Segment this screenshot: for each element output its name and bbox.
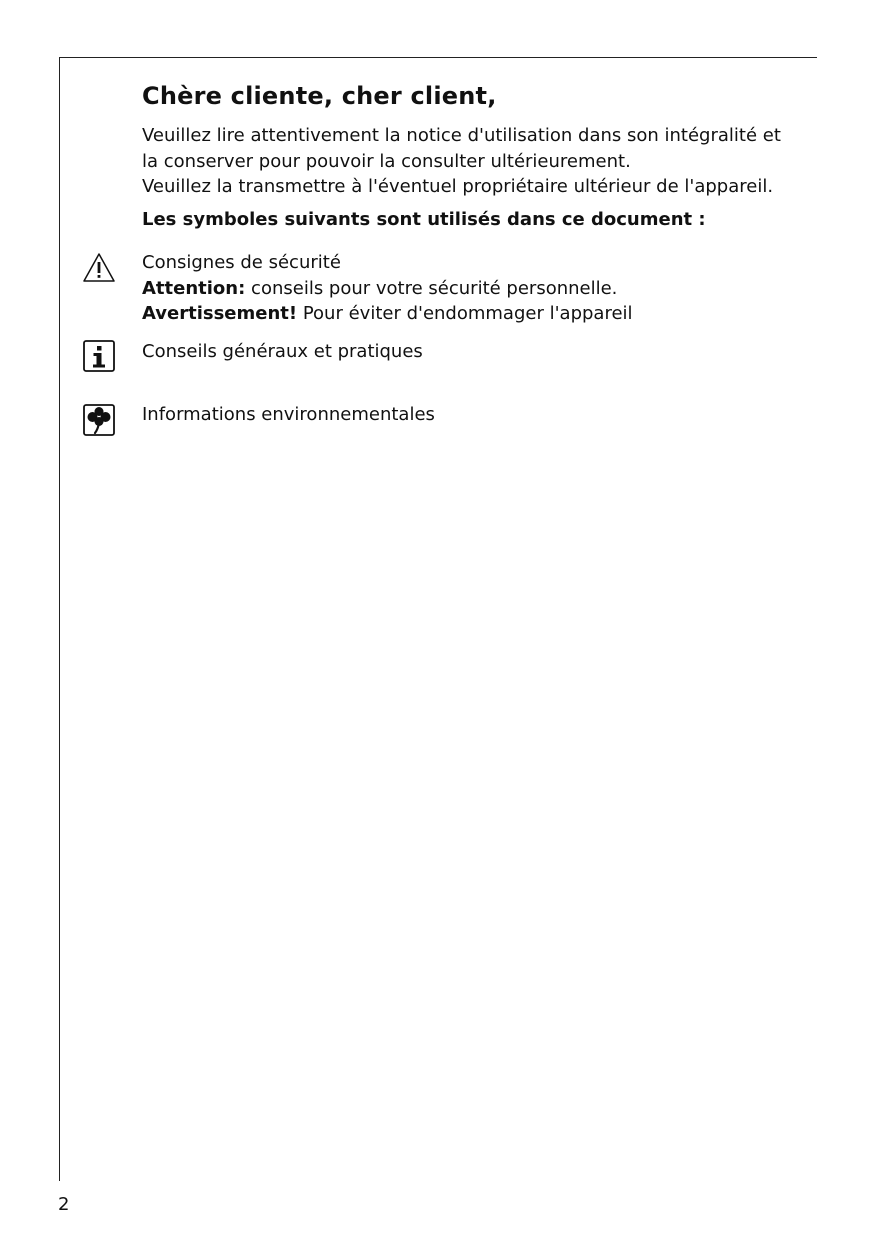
intro-line: Veuillez la transmettre à l'éventuel propriétaire ultérieur de l'appareil.: [142, 176, 774, 197]
symbol-item-info: [142, 339, 423, 365]
symbols-heading: Les symboles suivants sont utilisés dans ce document :: [142, 209, 706, 230]
symbol-title: Informations environnementales: [142, 404, 435, 425]
warning-label: Avertissement!: [142, 303, 298, 324]
intro-line: la conserver pour pouvoir la consulter ultérieurement.: [142, 150, 631, 172]
frame-top-rule: [59, 57, 817, 58]
clover-icon: [82, 403, 116, 437]
attention-line: [142, 276, 633, 302]
attention-text: conseils pour votre sécurité personnelle.: [245, 277, 618, 299]
warning-line: [142, 301, 633, 327]
page-number: 2: [58, 1194, 70, 1215]
frame-left-rule: [59, 57, 60, 1181]
symbol-title: Conseils généraux et pratiques: [142, 341, 423, 362]
symbol-item-environment: [142, 402, 435, 428]
warning-text: Pour éviter d'endommager l'appareil: [297, 303, 633, 324]
intro-paragraph: [142, 123, 802, 200]
info-icon: [82, 339, 116, 373]
page-title: Chère cliente, cher client,: [142, 82, 497, 110]
attention-label: Attention:: [142, 277, 246, 299]
symbol-title: Consignes de sécurité: [142, 252, 341, 273]
symbol-item-safety: [142, 250, 633, 327]
intro-line: Veuillez lire attentivement la notice d'utilisation dans son intégralité et: [142, 125, 781, 146]
warning-triangle-icon: [82, 251, 116, 285]
